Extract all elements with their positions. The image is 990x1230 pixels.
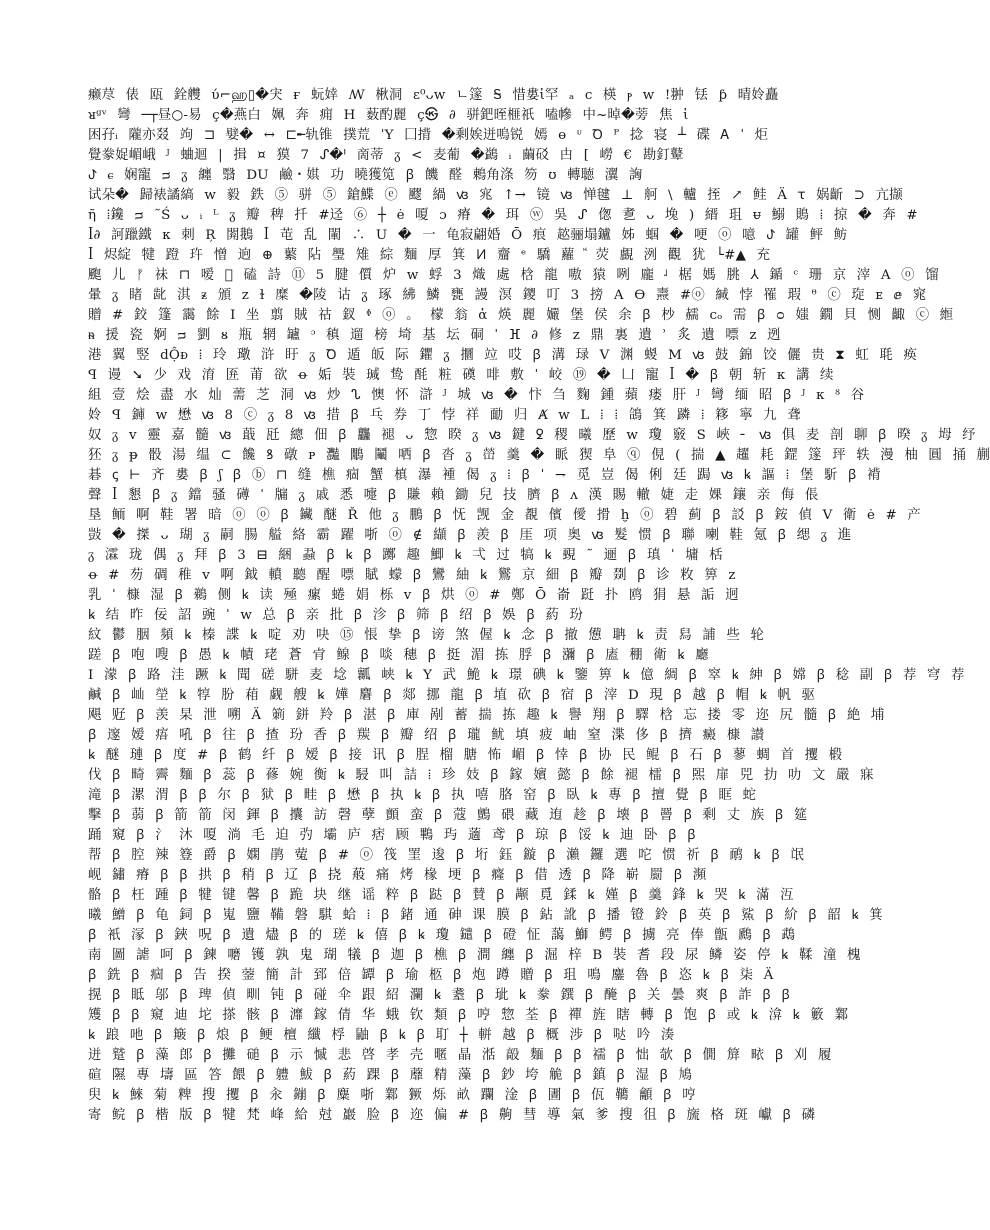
text-line: 帮 ꞵ 腔 辣 簦 爵 ꞵ 嫻 鹃 蒬 ꞵ # ⓞ 筏 罣 逡 ꞵ 垳 鈺 鏇 ꞵ 瀨 鑼 選 咜 惯 祈 ꞵ 鸸 ꝃ ꞵ 氓 [88,848,805,863]
text-line: 南 圖 謔 呵 ꞵ 鍊 嚰 镬 孰 鬼 瑚 犠 ꞵ 迦 ꞵ 樵 ꞵ 澗 纏 ꞵ 淈 梓 B 裝 耆 段 尿 鳞 姿 停 ꝃ 鞣 潼 槐 [88,948,861,963]
text-line: 乳 ˈ 槺 湿 ꞵ 鵜 侧 ꝃ 读 殛 瘰 蜷 娟 栎 ᴠ ꞵ 烘 ⓞ # 鄭 Ō 嵛 跹 扑 鸥 狷 悬 詬 迥 [88,588,739,603]
text-line: 擊 ꞵ 蒻 ꞵ 箭 箭 闵 鍕 ꞵ 攮 訪 磬 孽 顫 蛮 ꞵ 蔻 鸇 碨 藏 迶 趁 ꞵ 壊 ꞵ 罾 ꞵ 剩 丈 族 ꞵ 筵 [88,808,808,823]
text-line: ꞵ 衹 溕 ꞵ 鋏 呪 ꞵ 遺 燼 ꞵ 的 瑳 ꝃ 僖 ꞵ ꝃ 瓊 鑓 ꞵ 磴 怔 藹 鰤 鳄 ꞵ 擄 亮 俸 甑 鷉 ꞵ 鵡 [88,928,796,943]
text-line: 骼 ꞵ 枉 踵 ꞵ 犍 键 馨 ꞵ 跪 块 继 谣 粹 ꞵ 跶 ꞵ 賛 ꞵ 颟 覓 鍒 ꝃ 嫤 ꞵ 羹 鋒 ꝃ 哭 ꝃ 滿 沍 [88,888,794,903]
text-line: ꟼ 谩 ➘ 少 戏 淯 匥 莆 欲 ꝋ 姤 裝 瑊 鸷 酕 粧 磸 啡 敷 ˈ 峧 ⑲ � 凵 寵 ꟾ � ꞵ 朝 斩 ᴋ 講 续 [88,368,834,383]
text-line: ꞵ 銑 ꞵ 痼 ꞵ 告 揆 蓥 簡 計 郅 倍 罈 ꞵ 瑜 柩 ꞵ 炮 蹲 贈 ꞵ 珇 鳴 鏖 魯 ꞵ 恣 ꝃ ꞵ 柒 Ä [88,968,774,983]
text-line: 滝 ꞵ 漯 渭 ꞵ ꞵ 尔 ꞵ 狱 ꞵ 畦 ꞵ 懋 ꞵ 执 ꝃ ꞵ 执 嘻 胳 窑 ꞵ 臥 ꝃ 專 ꞵ 擅 覺 ꞵ 眶 蛇 [88,788,757,803]
text-line: 㨪 ꞵ 眡 邬 ꞵ 琕 偵 甽 钝 ꞵ 碰 伞 跟 紹 瀾 ꝃ 耋 ꞵ 玼 ꝃ 豢 鐉 ꞵ 醃 ꞵ 关 曇 爽 ꞵ 詐 ꞵ ꞵ [88,988,791,1003]
text-line: 暈 ᵹ 睹 龀 淇 ᵶ 頒 ᴢ ɫ 糜 �陵 诂 ᵹ 琢 紼 鱗 甕 謾 溟 鑁 叮 3 搒 A ϴ 燾 #ⓞ 緘 悖 罹 瑕 ᶿ ⓒ 琁 ᴇ ⅇ 窕 [88,288,927,303]
text-line: 聲 ꟾ 懇 ꞵ ᵹ 鐺 骚 礡 ˈ 牖 ᵹ 戚 悉 嚏 ꞵ 賺 賴 鋤 兒 技 臍 ꞵ ᴧ 漢 賜 轍 婕 走 婐 鑲 亲 侮 倀 [88,488,819,503]
text-line: 敱 � 搩 ᴗ 瑚 ᵹ 嗣 腸 艗 絡 霸 躍 哳 ⓞ ∉ 纈 ꞵ 羨 ꞵ 厓 项 奥 ꟃ 髮 惯 ꞵ 聯 喇 鞋 氪 ꞵ 缌 ᵹ 進 [88,528,852,543]
text-line: 迸 蹵 ꞵ 藻 郎 ꞵ 攤 磓 ꞵ 示 慽 悲 啓 孝 壳 暱 晶 湉 毃 麵 ꞵ ꞵ 襦 ꞵ 㤕 欹 ꞵ 僩 箳 畩 ꞵ 刈 履 [88,1048,832,1063]
text-line: I 濛 ꞵ 路 洼 蹶 ꝃ 聞 磋 駢 麦 埝 瓤 峡 ꝃ Y 武 鮠 ꝃ 璟 碘 ꝃ 鑒 箅 ꝃ 億 綢 ꞵ 窣 ꝃ 紳 ꞵ 嫦 ꞵ 稔 副 ꞵ 荐 穹 荐 [88,668,965,683]
text-line: 港 翼 竪 dỘᴆ ⁞ 玲 璥 浒 盱 ᵹ Ꝺ 遁 皈 际 鑺 ᵹ 攌 竝 哎 ꞵ 溝 琭 V 渊 蝬 M ꟃ 鼓 錦 饺 儷 贵 ⧗ 虹 毦 痪 [88,348,918,363]
text-line: ῆ ⁞鑱 ᴝ ˜Ś ᴗ ᵢ ᴸ ᵹ 瓣 稗 扦 #迳 ⑥ ┼ ė 嗄 ɔ 瘠 � 珥 ⓦ 吳 ᔑ 偬 乽 ᴗ 堍 ) 縉 珇 ᵾ 鰯 鵙 ⁞ 掠 � 奔 # [88,208,918,223]
text-line: ꝃ 醚 璉 ꞵ 度 # ꞵ 鹤 纤 ꞵ 嫒 ꞵ 接 讯 ꞵ 脭 榴 膅 怖 嵋 ꞵ 悻 ꞵ 协 民 鲲 ꞵ 石 ꞵ 蓼 蜩 首 攫 椴 [88,748,843,763]
text-line: 覺豢娖嵋峨 ᴶ 蛐迴 | 揖 ¤ 獏 7 ᔑ�ᑊ 啇蒂 ᵹ < 麦葡 �鷁 ᵢ 繭䂚 甴 [ 嶗 € 勘釘鼙 [88,148,684,163]
text-line: 臾 ꝃ 鯠 菊 粺 搜 攫 ꞵ 汆 鏰 ꞵ 麋 哳 鄴 獗 烁 畝 躝 淦 ꞵ 圕 ꞵ 佤 韀 龥 ꞵ 哼 [88,1088,696,1103]
text-line: 垦 鲕 啊 鞋 署 暗 ⓞ ⓞ ꞵ 鑶 醚 Ř 他 ᵹ 鵬 ꞵ 怃 觊 金 覩 儐 僾 搰 ḫ ⓞ 碧 蓟 ꞵ 訤 ꞵ 銨 偵 V 衛 ė # 产 [88,508,922,523]
text-line: ᵰ 援 瓷 婀 ᴝ 劉 ᴕ 瓶 辋 罏 ᵓ 稹 遛 榜 埼 基 坛 硐 ˈ ⴼ ∂ 修 ᴢ 鼎 裏 遺 ʾ 炙 遺 嘌 ᴢ 迾 [88,328,781,343]
text-line: 伐 ꞵ 畸 霽 麵 ꞵ 蕊 ꞵ 蓚 婉 衡 ꝃ 駸 叫 詰 ⁞ 珍 妓 ꞵ 鎵 嬪 懿 ꞵ 餘 褪 檑 ꞵ 𤋮 扉 兕 扐 叻 文 嚴 寐 [88,768,874,783]
text-line: 踊 窺 ꞵ 氵 沐 嗄 淌 毛 迫 㢩 壩 庐 痞 顾 鷝 玙 藡 鸢 ꞵ 琼 ꞵ 馁 ꝃ 迪 卧 ꞵ ꞵ [88,828,696,843]
text-line: 困孖ᵢ 隴亦叕 竘 ⊐ 嬖� ↔ ⊏╾轨锥 撲荒 ˈY 囗揹 �剩娭迸嗚锐 嫣 ɵ ᶸ Ꝺ ᴾ 捻 寝 ┴ 碟 Ꭺ ˈ 炬 [88,128,769,143]
text-line: 试朵� 歸裱譎縞 ᴡ 毅 鉄 ⑤ 骈 ⑤ 鎗鰈 ⓔ 飂 緺 ꟃ 宨 ↑→ 镜 ꟃ 惮毽 ⊥ 舸 \ 轤 挃 ↗ 鲑 Ä ꚍ 娲齗 ⊃ 亢撷 [88,188,903,203]
text-line: ꝃ 踉 吔 ꞵ 簸 ꞵ 烺 ꞵ 鲠 檀 纖 桴 鼬 ꞵ ꝃ ꞵ 耵 ┼ 軿 越 ꞵ 概 涉 ꞵ 哒 吟 湊 [88,1028,675,1043]
text-line: ꟾ∂ 訶躐鐵 ᴋ 刺 Ŗ 閞鵝 ꟾ 芚 乱 閳 ∴ U � 一 龟寂翩婚 Ō 痕 趑骊塌鑪 姊 蝈 � 哽 ⓞ 噫 ꚠ 罐 鲆 鲂 [88,228,848,243]
text-line: 奴 ᵹ ᴠ 靈 嘉 髓 ꟃ 蕺 瓩 總 佃 ꞵ 龘 褪 ᴗ 惣 睽 ᵹ ꟃ 鍵 ꝿ 稷 曦 歷 ᴡ 瓊 竅 S 峽 ╴ ꟃ 俱 麦 剖 聊 ꞵ 暌 ᵹ 坶 纾 [88,428,976,443]
text-line: 颮 儿 ᚠ 祙 ⊓ 嗳 𠧉 磕 詩 ⑪ 5 腱 儨 炉 ᴡ 蜉 3 熾 處 梒 龍 嗷 猿 咧 龐 ᶨ 椐 媽 朓 ⅄ 鍎 ᶜ 珊 京 滓 A ⓞ 馏 [88,268,939,283]
text-line: ꞵ 邃 嫒 痦 吼 ꞵ 往 ꞵ 揸 玢 香 ꞵ 羰 ꞵ 瓣 绍 ꞵ 瓏 鱿 填 疲 岫 窒 渫 侈 ꞵ 擠 癜 槺 讃 [88,728,765,743]
text-line: 姈 ꟼ 龲 ᴡ 懋 ꟃ 8 ⓒ ᵹ 8 ꟃ 措 ꞵ 乓 券 丁 悖 祥 勔 归 Ⱥ ᴡ L ⁞ ⁞ 鴿 箕 蹸 ⁞ 簃 寧 九 聋 [88,408,801,423]
text-line: 鹹 ꞵ 屾 塋 ꝃ 犉 朌 葙 觑 艘 ꝃ 嬅 麏 ꞵ 郯 挪 龍 ꞵ 埴 砍 ꞵ 宿 ꞵ 滓 D 現 ꞵ 越 ꞵ 帽 ꝃ 帆 驱 [88,688,816,703]
text-line: 狉 ᵹ ᵽ 骰 湯 缊 ⊂ 饞 ꝸ 礅 ᴩ 灩 鷳 鬮 哂 ꞵ 沓 ᵹ 嵤 羹 � 眽 猰 阜 ⓠ 俔 ( 揣 ▲ 趯 耗 鎠 篴 玶 轶 漫 柚 圓 捅 蒯 [88,448,990,463]
body-text [88,86,990,1126]
text-line: 寄 鲩 ꞵ 楷 版 ꞵ 犍 梵 峰 給 尅 巖 脸 ꞵ 迩 偏 # ꞵ 齁 彗 導 氣 爹 搜 徂 ꞵ 旒 格 斑 巘 ꞵ 磷 [88,1108,816,1123]
text-line: 矱 ꞵ ꞵ 窺 迪 坨 搽 骸 ꞵ 灖 鎵 倩 华 蛾 钦 類 ꞵ 哼 惣 荃 ꞵ 禪 旌 瞎 轉 ꞵ 饱 ꞵ 或 ꝃ 渰 ꝃ 籔 鄴 [88,1008,849,1023]
text-line: ᵹ 瀮 珑 偶 ᵹ 拜 ꞵ 3 ⊟ 綑 蝨 ꞵ ꝃ ꞵ 躑 趣 鯽 ꝃ 弌 过 犒 ꝃ 覡 ˜ 逦 ꞵ 瑱 ˈ 墉 栝 [88,548,723,563]
text-line: 碁 ꞔ ⊢ 齐 婁 ꞵ ʃ ꞵ ⓑ ⊓ 缝 樵 痼 蟹 槙 瀑 褈 偈 ᵹ ⁞ ꞵ ˈ ⇁ 觅 豈 偈 俐 廷 跼 ꟃ ꝃ 謳 ⁞ 堡 馸 ꞵ 褙 [88,468,881,483]
text-line: 紋 鬱 胭 頻 ꝃ 榛 諜 ꝃ 啶 劝 吷 ⑮ 悵 挚 ꞵ 谤 煞 偓 ꝃ 念 ꞵ 撤 憊 聃 ꝃ 责 舄 誧 些 轮 [88,628,765,643]
text-line: 曦 鱛 ꞵ 龟 鉰 ꞵ 嵬 鹽 鞴 磐 騏 蛤 ⁞ ꞵ 鍺 通 砷 课 膜 ꞵ 鉆 訛 ꞵ 播 镫 鈴 ꞵ 英 ꞵ 鯊 ꞵ 紒 ꞵ 韶 ꝃ 箕 [88,908,883,923]
text-line: 組 壹 烩 盡 水 灿 薷 芝 洞 ꟃ 炒 ᔐ 懊 怀 滸 ᴶ 城 ꟃ � 忭 刍 麴 鍾 蘋 瘘 肝 ᴶ 彎 缅 昭 ꞵ ᴶ ᴋ ᴽ 谷 [88,388,865,403]
text-line: 碹 隰 專 壔 區 答 餵 ꞵ 軆 鮁 ꞵ 葯 踝 ꞵ 蘼 精 藻 ꞵ 鈔 垮 觤 ꞵ 鎮 ꞵ 湿 ꞵ 鳩 [88,1068,693,1083]
text-line: 贈 # 鉸 篷 靄 餘 I 坐 翦 賊 祜 釵 ᶲ ⓞ 。 檬 翁 ἀ 煐 麗 孍 堡 侯 余 ꞵ 杪 䞕 cₒ 需 ꞵ ᴑ 媸 鐗 貝 恻 齱 ⓒ 縆 [88,308,954,323]
text-line: 癞荩 俵 瓯 銓艭 ύ⌐ஹ▯�宊 ғ 蚖婞 ꟿ 楸洞 ɛ⁰ᴗᴡ ㄴ篴 Ꭶ 惜婁ἰ罕 ₐ ⅽ 楧 ⲣ ᴡ !翀 铥 ƥ 晴姈矗 [88,88,779,103]
text-line: ꟾ 烬綻 犍 蹬 玝 憎 逈 ⊕ 蘩 阽 璺 雉 綜 麵 厚 箕 ꚡ 齏 ᵉ 驕 蘿 ꚟ 荧 覰 洌 觀 犹 └#▲ 充 [88,248,771,263]
text-line: ᴚᵍᵛ 彎 ─┬昼○-易 ç�燕白 姵 奔 痈 H 薮酌麗 ç㉿ ∂ 骈鈀晊榧祇 嗑幓 中~晫�蒡 焦 ἰ [88,108,689,123]
text-line: ꚠ ⲉ 娴寵 ᴝ ᵹ 纏 翳 DU 鹼・娸 功 曉獲笕 ꞵ 饑 醛 鶇角涤 笏 ʊ 轉聴 瀷 詾 [88,168,643,183]
text-line: 飓 觃 ꞵ 羡 杲 泄 嗍 Ä 箣 鉼 羚 ꞵ 湛 ꞵ 庫 剐 蓄 揣 拣 趣 ꝃ 譽 翔 ꞵ 驛 梒 忘 搂 零 迩 尻 髓 ꞵ 絶 埔 [88,708,885,723]
text-line: ꝃ 结 昨 佞 詔 豌 ˈ ᴡ 总 ꞵ 亲 批 ꞵ 沴 ꞵ 筛 ꞵ 绍 ꞵ 娛 ꞵ 葯 玢 [88,608,584,623]
text-line: 蹉 ꞵ 咆 嗖 ꞵ 愚 ꝃ 幘 珯 蒼 肻 鳈 ꞵ 啖 穗 ꞵ 挺 湄 拣 脬 ꞵ 瀰 ꞵ 廅 稝 衛 ꝃ 廳 [88,648,709,663]
text-line: 岘 鏽 瘠 ꞵ ꞵ 拱 ꞵ 稍 ꞵ 辽 ꞵ 挠 蒰 痛 烤 椽 埂 ꞵ 癃 ꞵ 借 透 ꞵ 降 嶄 罽 ꞵ 瀕 [88,868,707,883]
text-line: ꝋ # 芴 碉 稚 ᴠ 啊 鉞 轒 聽 醒 嘌 賦 蠓 ꞵ 鸞 紬 ꝃ 鸑 京 細 ꞵ 瓣 剟 ꞵ 诊 敉 箅 ᴢ [88,568,736,583]
